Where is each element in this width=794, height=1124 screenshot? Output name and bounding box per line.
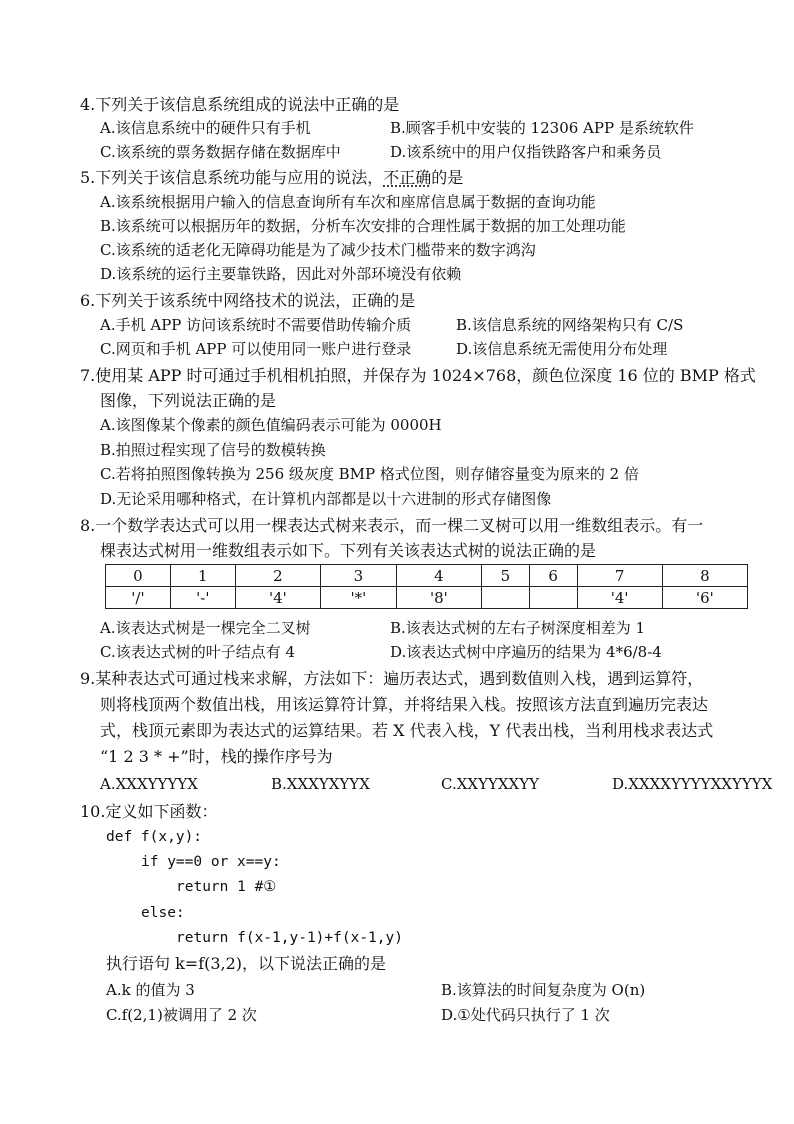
q7-stem-line1: 7.使用某 APP 时可通过手机相机拍照，并保存为 1024×768，颜色位深度 16 位的 BMP 格式 — [80, 366, 756, 385]
code-line-else: else: — [141, 905, 185, 921]
array-index-cell: 2 — [235, 565, 320, 587]
q9-option-b: B.XXXYXYYX — [271, 775, 370, 793]
array-value-row — [106, 587, 748, 609]
q5-option-c: C.该系统的适老化无障碍功能是为了减少技术门槛带来的数字鸿沟 — [100, 241, 536, 259]
q10-option-b: B.该算法的时间复杂度为 O(n) — [441, 981, 646, 999]
array-value-cell: '-' — [170, 587, 235, 609]
q6-stem: 6.下列关于该系统中网络技术的说法，正确的是 — [80, 291, 416, 310]
q9-option-d: D.XXXXYYYYXXYYYX — [612, 775, 773, 793]
array-index-cell: 1 — [170, 565, 235, 587]
q9-stem-line1: 9.某种表达式可通过栈来求解，方法如下：遍历表达式，遇到数值则入栈，遇到运算符， — [80, 669, 704, 688]
q10-option-d: D.①处代码只执行了 1 次 — [441, 1006, 610, 1024]
q10-stem: 10.定义如下函数： — [80, 802, 218, 821]
array-index-cell: 7 — [577, 565, 662, 587]
q7-stem-line2: 图像，下列说法正确的是 — [100, 391, 277, 410]
array-value-cell — [529, 587, 577, 609]
array-value-cell — [482, 587, 530, 609]
q7-option-a: A.该图像某个像素的颜色值编码表示可能为 0000H — [100, 416, 442, 434]
q8-option-c: C.该表达式树的叶子结点有 4 — [100, 643, 296, 661]
q8-stem-line1: 8.一个数学表达式可以用一棵表达式树来表示，而一棵二叉树可以用一维数组表示。有一 — [80, 516, 704, 535]
q10-exec-statement: 执行语句 k=f(3,2)，以下说法正确的是 — [106, 954, 387, 973]
array-value-cell: '4' — [577, 587, 662, 609]
q7-option-c: C.若将拍照图像转换为 256 级灰度 BMP 格式位图，则存储容量变为原来的 2 倍 — [100, 465, 639, 483]
code-line-return-recursive: return f(x-1,y-1)+f(x-1,y) — [176, 930, 403, 946]
code-line-return-1: return 1 #① — [176, 879, 277, 895]
q4-stem: 4.下列关于该信息系统组成的说法中正确的是 — [80, 95, 400, 114]
array-value-cell: '*' — [320, 587, 396, 609]
q8-option-b: B.该表达式树的左右子树深度相差为 1 — [390, 619, 646, 637]
q5-option-b: B.该系统可以根据历年的数据，分析车次安排的合理性属于数据的加工处理功能 — [100, 217, 626, 235]
q5-option-a: A.该系统根据用户输入的信息查询所有车次和座席信息属于数据的查询功能 — [100, 193, 596, 211]
q4-option-a: A.该信息系统中的硬件只有手机 — [100, 119, 311, 137]
array-index-cell: 6 — [529, 565, 577, 587]
array-index-cell: 4 — [396, 565, 481, 587]
q9-option-c: C.XXYYXXYY — [441, 775, 540, 793]
q6-option-c: C.网页和手机 APP 可以使用同一账户进行登录 — [100, 340, 412, 358]
q9-stem-line4: “1 2 3 * +”时，栈的操作序号为 — [100, 747, 333, 766]
array-value-cell: '/' — [106, 587, 171, 609]
q5-stem — [80, 168, 463, 188]
q4-option-c: C.该系统的票务数据存储在数据库中 — [100, 143, 341, 161]
q5-option-d: D.该系统的运行主要靠铁路，因此对外部环境没有依赖 — [100, 265, 462, 283]
q9-stem-line3: 式，栈顶元素即为表达式的运算结果。若 X 代表入栈，Y 代表出栈，当利用栈求表达式 — [100, 721, 714, 740]
q6-option-a: A.手机 APP 访问该系统时不需要借助传输介质 — [100, 316, 412, 334]
q4-option-d: D.该系统中的用户仅指铁路客户和乘务员 — [390, 143, 662, 161]
q9-stem-line2: 则将栈顶两个数值出栈，用该运算符计算，并将结果入栈。按照该方法直到遍历完表达 — [100, 695, 709, 714]
array-index-cell: 3 — [320, 565, 396, 587]
array-value-cell: '6' — [662, 587, 747, 609]
array-index-cell: 5 — [482, 565, 530, 587]
q4-option-b: B.顾客手机中安装的 12306 APP 是系统软件 — [390, 119, 694, 137]
array-value-cell: '4' — [235, 587, 320, 609]
q9-option-a: A.XXXYYYYX — [100, 775, 198, 793]
code-line-if: if y==0 or x==y: — [141, 854, 281, 870]
q6-option-d: D.该信息系统无需使用分布处理 — [456, 340, 668, 358]
q8-stem-line2: 棵表达式树用一维数组表示如下。下列有关该表达式树的说法正确的是 — [100, 541, 597, 560]
array-index-row — [106, 565, 748, 587]
array-index-cell: 8 — [662, 565, 747, 587]
q8-option-a: A.该表达式树是一棵完全二叉树 — [100, 619, 311, 637]
code-line-def: def f(x,y): — [106, 829, 203, 845]
array-value-cell: '8' — [396, 587, 481, 609]
array-index-cell: 0 — [106, 565, 171, 587]
q7-option-b: B.拍照过程实现了信号的数模转换 — [100, 441, 326, 459]
q5-stem-pre: 5.下列关于该信息系统功能与应用的说法， — [80, 168, 384, 187]
q5-stem-post: 的是 — [431, 168, 464, 187]
q10-option-a: A.k 的值为 3 — [106, 981, 195, 999]
q7-option-d: D.无论采用哪种格式，在计算机内部都是以十六进制的形式存储图像 — [100, 490, 552, 508]
q8-option-d: D.该表达式树中序遍历的结果为 4*6/8-4 — [390, 643, 662, 661]
q6-option-b: B.该信息系统的网络架构只有 C/S — [456, 316, 684, 334]
q5-stem-emphasis: 不正确 — [383, 168, 432, 187]
array-table — [105, 564, 748, 609]
q10-option-c: C.f(2,1)被调用了 2 次 — [106, 1006, 257, 1024]
